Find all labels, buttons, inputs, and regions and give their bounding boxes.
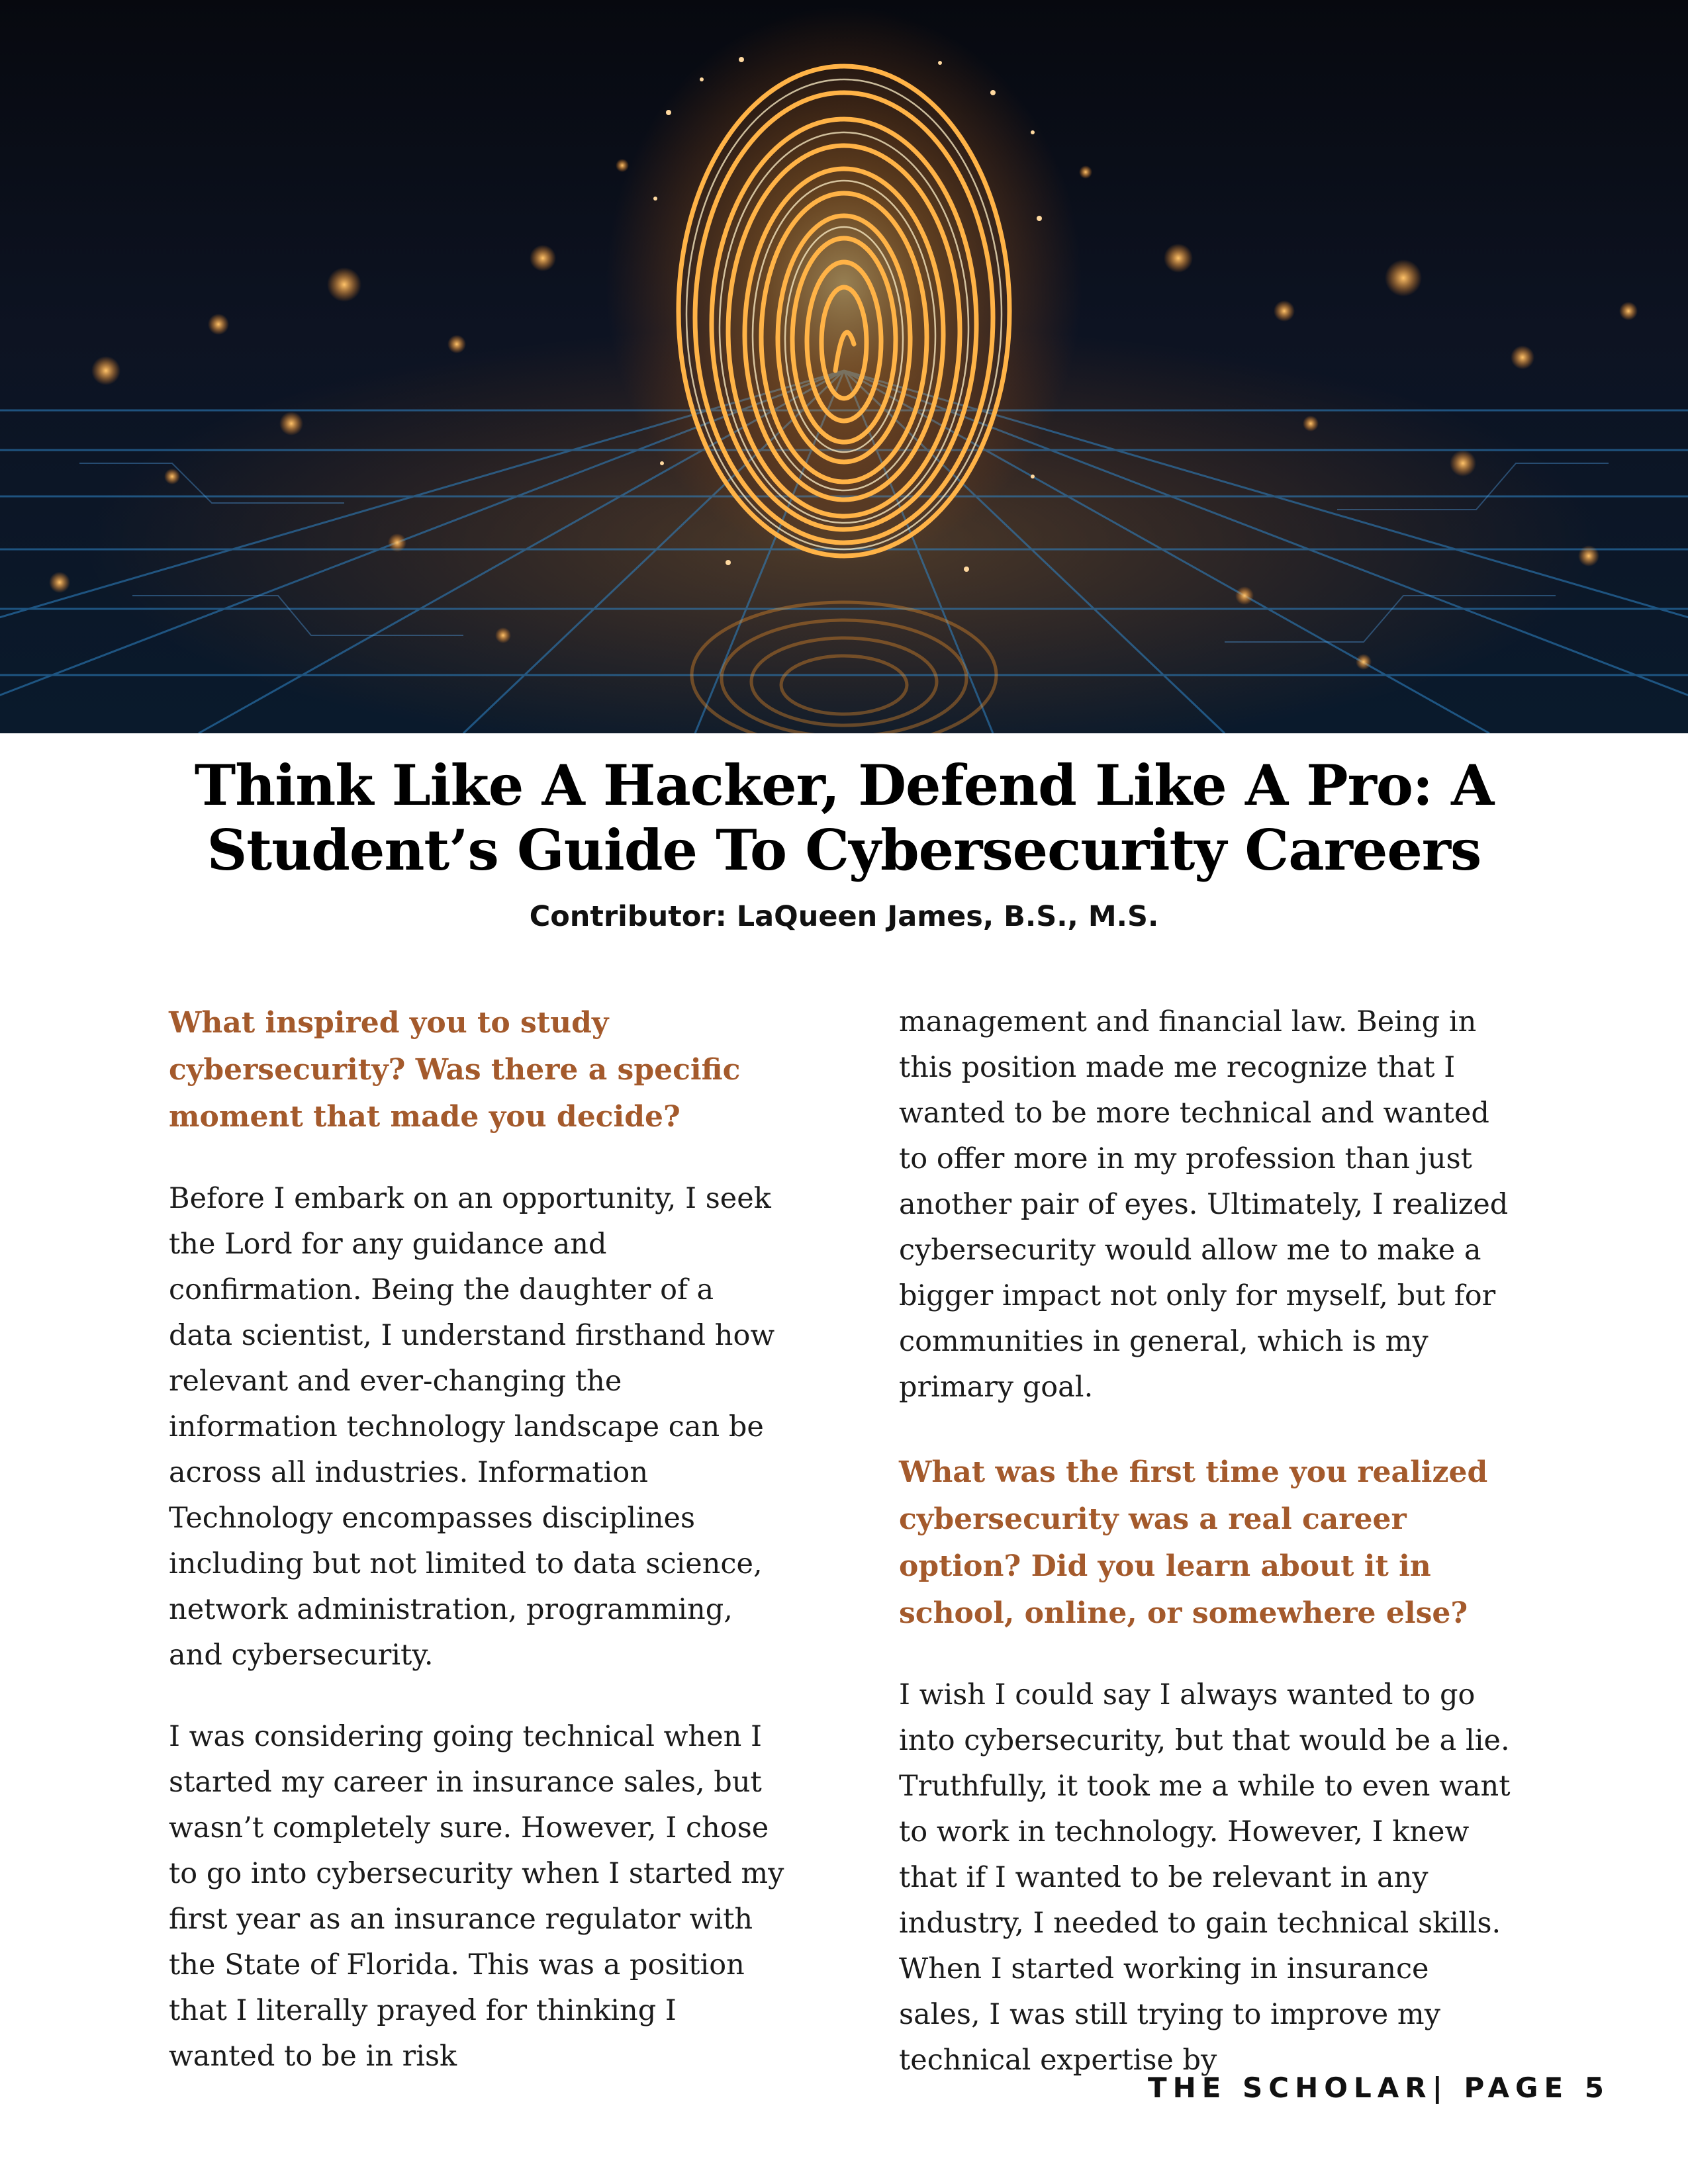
- answer-paragraph: management and financial law. Being in this position made me recognize that I wanted to be more technical and wanted to offer more in my profession than just another pair of eyes. Ultimately, I realized cybersecurity would allow me to make a bigger impact not only for myself, but for communities in general, which is my primary goal.: [899, 1005, 1509, 1404]
- answer-paragraph: I was considering going technical when I started my career in insurance sales, but wasn’t completely sure. However, I chose to go into cybersecurity when I started my first year as an insurance regulator with the State of Florida. This was a position that I literally prayed for thinking I wanted to be in risk: [169, 1720, 784, 2073]
- contributor-byline: Contributor: LaQueen James, B.S., M.S.: [529, 900, 1159, 933]
- left-column: [169, 999, 784, 2115]
- hero-image: [0, 0, 1688, 733]
- right-column: [899, 999, 1515, 2119]
- question-heading: What was the first time you realized cybersecurity was a real career option? Did you learn about it in school, online, or somewhere else?: [899, 1455, 1488, 1630]
- article-title: Think Like A Hacker, Defend Like A Pro: A Student’s Guide To Cybersecurity Careers: [194, 752, 1494, 883]
- answer-paragraph: Before I embark on an opportunity, I seek the Lord for any guidance and confirmation. Being the daughter of a data scientist, I understand firsthand how relevant and ever-changing the information technology landscape can be across all industries. Information Technology encompasses disciplines including but not limited to data science, network administration, programming, and cybersecurity.: [169, 1182, 775, 1672]
- fingerprint-illustration-icon: [0, 0, 1688, 733]
- question-heading: What inspired you to study cybersecurity? Was there a specific moment that made you decide?: [169, 1006, 741, 1134]
- answer-paragraph: I wish I could say I always wanted to go into cybersecurity, but that would be a lie. Truthfully, it took me a while to even want to work in technology. However, I knew that if I wanted to be relevant in any industry, I needed to gain technical skills. When I started working in insurance sales, I was still trying to improve my technical expertise by: [899, 1678, 1511, 2077]
- page-footer: THE SCHOLAR| PAGE 5: [1147, 2071, 1610, 2104]
